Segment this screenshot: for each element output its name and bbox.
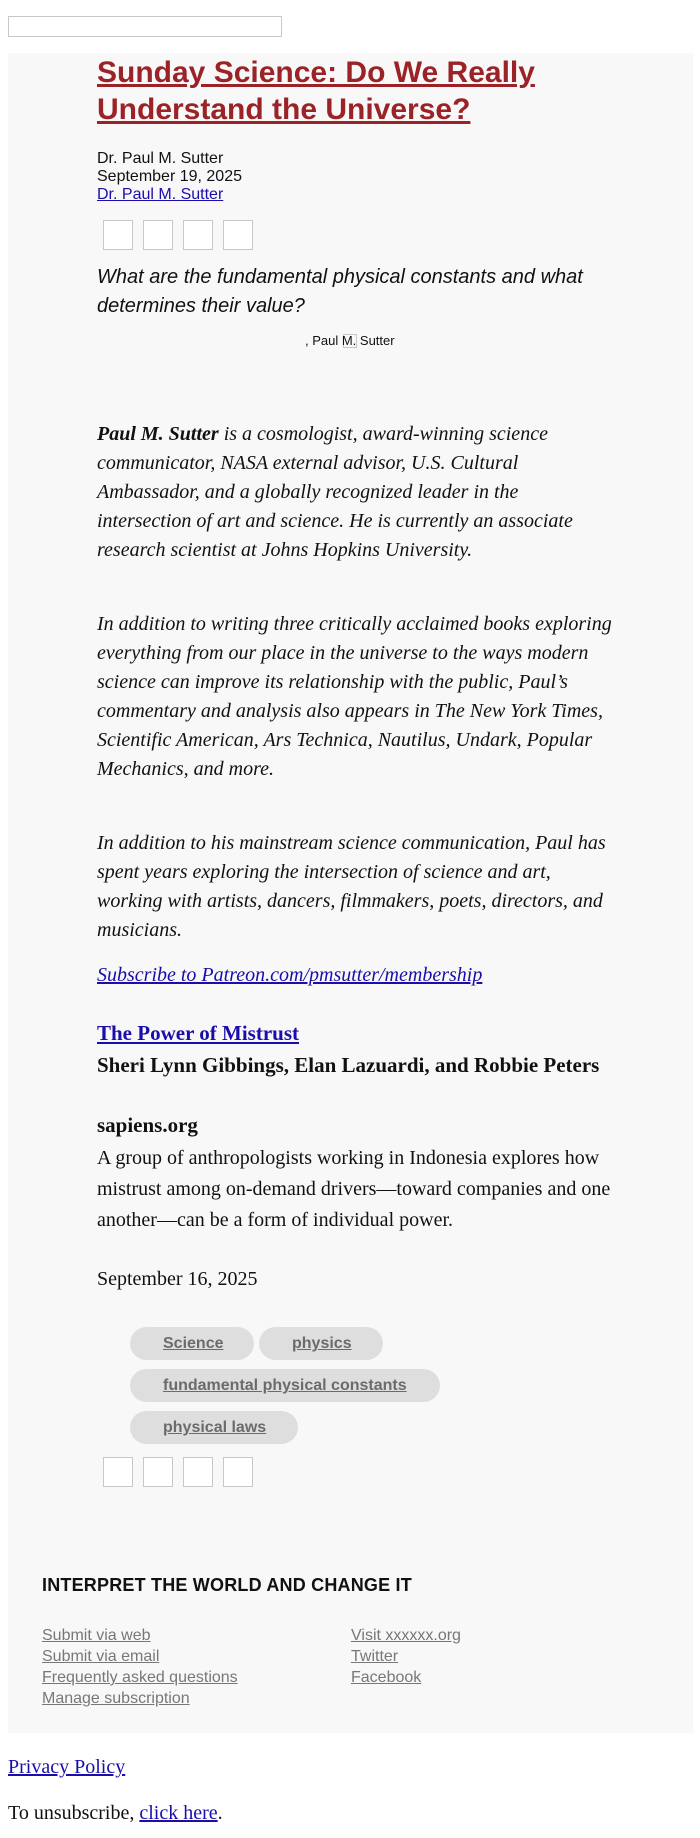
- tag-physics[interactable]: [259, 1327, 383, 1360]
- footer-links-right: [351, 1625, 461, 1688]
- bio-name: Paul M. Sutter: [97, 423, 219, 445]
- footer-links-left: [42, 1625, 238, 1709]
- faq-link[interactable]: Frequently asked questions: [42, 1669, 238, 1686]
- facebook-link[interactable]: Facebook: [351, 1669, 422, 1686]
- author-link[interactable]: Dr. Paul M. Sutter: [97, 186, 224, 203]
- privacy-policy-link[interactable]: Privacy Policy: [8, 1756, 126, 1778]
- subscribe-link[interactable]: Subscribe to Patreon.com/pmsutter/membership: [97, 964, 483, 986]
- manage-subscription-link[interactable]: Manage subscription: [42, 1690, 190, 1707]
- tag-fundamental-constants-link[interactable]: fundamental physical constants: [163, 1377, 407, 1394]
- unsubscribe-suffix: .: [217, 1802, 223, 1824]
- privacy-wrap: [8, 1756, 125, 1779]
- article-title-link[interactable]: Sunday Science: Do We Really Understand the Universe?: [97, 56, 535, 126]
- share-icon-4[interactable]: [223, 220, 253, 250]
- tag-science-link[interactable]: Science: [163, 1335, 224, 1352]
- author-link-wrap: [97, 186, 223, 204]
- recommended-title-wrap: [97, 1021, 299, 1046]
- share-icon-1[interactable]: [103, 220, 133, 250]
- unsubscribe-link[interactable]: click here: [139, 1802, 218, 1824]
- tag-fundamental-constants[interactable]: [130, 1369, 440, 1402]
- recommended-source: sapiens.org: [97, 1113, 198, 1137]
- bio-paragraph-3: In addition to his mainstream science communication, Paul has spent years exploring the intersection of science and art, working with artists, dancers, filmmakers, poets, directors, and musicians.: [97, 832, 606, 941]
- bio-text-1: is a cosmologist, award-winning science communicator, NASA external advisor, U.S. Cultural Ambassador, and a globally recognized leader in the intersection of art and science. He is currently an associate research scientist at Johns Hopkins University.: [97, 423, 573, 561]
- bio-paragraph-1: [97, 420, 617, 565]
- share-icon-2[interactable]: [143, 220, 173, 250]
- recommended-date: September 16, 2025: [97, 1268, 258, 1290]
- tag-physical-laws[interactable]: [130, 1411, 298, 1444]
- share-icon-bottom-1[interactable]: [103, 1457, 133, 1487]
- unsubscribe-line: [8, 1802, 223, 1825]
- share-icon-bottom-4[interactable]: [223, 1457, 253, 1487]
- submit-email-link[interactable]: Submit via email: [42, 1648, 160, 1665]
- image-caption: , Paul M. Sutter: [305, 333, 395, 348]
- article-date: September 19, 2025: [97, 168, 242, 185]
- footer-heading: INTERPRET THE WORLD AND CHANGE IT: [42, 1575, 412, 1595]
- tag-science[interactable]: [130, 1327, 254, 1360]
- recommended-authors: Sheri Lynn Gibbings, Elan Lazuardi, and Robbie Peters: [97, 1053, 600, 1077]
- header-image: [8, 16, 282, 37]
- tag-physics-link[interactable]: physics: [292, 1335, 352, 1352]
- recommended-summary: A group of anthropologists working in Indonesia explores how mistrust among on-demand drivers—toward companies and one another—can be a form of individual power.: [97, 1147, 611, 1231]
- bio-paragraph-2: In addition to writing three critically acclaimed books exploring everything from our place in the universe to the ways modern science can improve its relationship with the public, Paul’s commentary and analysis also appears in The New York Times, Scientific American, Ars Technica, Nautilus, Undark, Popular Mechanics, and more.: [97, 613, 612, 780]
- share-icon-bottom-2[interactable]: [143, 1457, 173, 1487]
- article-title: [97, 54, 617, 128]
- subscribe-wrap: [97, 961, 617, 990]
- recommended-title-link[interactable]: The Power of Mistrust: [97, 1021, 299, 1045]
- submit-web-link[interactable]: Submit via web: [42, 1627, 151, 1644]
- tag-physical-laws-link[interactable]: physical laws: [163, 1419, 267, 1436]
- share-icon-3[interactable]: [183, 220, 213, 250]
- twitter-link[interactable]: Twitter: [351, 1648, 399, 1665]
- unsubscribe-prefix: To unsubscribe,: [8, 1802, 140, 1824]
- article-author: Dr. Paul M. Sutter: [97, 150, 224, 167]
- share-icon-bottom-3[interactable]: [183, 1457, 213, 1487]
- article-deck: What are the fundamental physical constants and what determines their value?: [97, 266, 583, 317]
- visit-site-link[interactable]: Visit xxxxxx.org: [351, 1627, 461, 1644]
